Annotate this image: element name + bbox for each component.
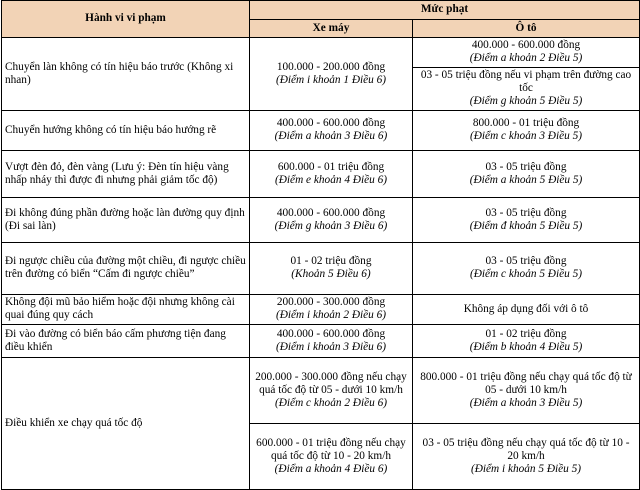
motorbike-fine-cell (250, 424, 413, 490)
car-header: Ô tô (413, 20, 640, 38)
fine-amount: 01 - 02 triệu đồng (485, 327, 567, 340)
table-row (2, 198, 640, 243)
legal-reference: (Điểm i khoản 2 Điều 6) (275, 309, 387, 321)
fine-amount: 400.000 - 600.000 đồng (471, 39, 581, 51)
motorbike-fine-cell (250, 38, 413, 111)
legal-reference: (Điểm e khoản 4 Điều 6) (275, 173, 387, 186)
legal-reference: (Điểm c khoản 5 Điều 5) (470, 268, 582, 280)
fine-amount: 03 - 05 triệu đồng nếu chạy quá tốc độ từ 10 - 20 km/h (422, 436, 630, 462)
violation-cell: Điều khiển xe chạy quá tốc độ (2, 358, 250, 490)
fine-amount: 800.000 - 01 triệu đồng nếu chạy quá tốc độ từ 05 - dưới 10 km/h (420, 370, 632, 396)
violation-cell: Đi ngược chiều của đường một chiều, đi ngược chiều trên đường có biển “Cấm đi ngược chiều” (2, 243, 250, 295)
table-row (2, 358, 640, 424)
motorbike-fine-cell (250, 111, 413, 151)
car-fine-cell (413, 325, 640, 358)
violation-cell: Đi không đúng phần đường hoặc làn đường quy định (Đi sai làn) (2, 198, 250, 243)
legal-reference: (Điểm đ khoản 5 Điều 5) (469, 219, 583, 232)
car-fine-cell (413, 198, 640, 243)
fine-amount: 03 - 05 triệu đồng (485, 255, 567, 267)
car-fine-cell (413, 295, 640, 325)
fine-amount: 400.000 - 600.000 đồng (276, 206, 386, 219)
table-row (2, 243, 640, 295)
car-fine-cell (413, 358, 640, 424)
legal-reference: (Điểm g khoản 3 Điều 6) (274, 219, 388, 232)
fine-amount: 200.000 - 300.000 đồng (276, 296, 386, 308)
violation-header: Hành vi vi phạm (2, 1, 250, 38)
car-fine-cell (413, 38, 640, 68)
fine-amount: 800.000 - 01 triệu đồng (472, 117, 580, 129)
legal-reference: (Điểm a khoản 4 Điều 6) (274, 462, 388, 475)
car-fine-cell (413, 151, 640, 198)
fine-amount: 600.000 - 01 triệu đồng (277, 160, 385, 173)
violation-cell: Chuyển làn không có tín hiệu báo trước (Không xi nhan) (2, 38, 250, 111)
legal-reference: (Điểm i khoản 3 Điều 6) (275, 340, 387, 353)
legal-reference: (Điểm i khoản 5 Điều 5) (470, 462, 582, 475)
car-fine-cell (413, 68, 640, 111)
legal-reference: (Điểm c khoản 2 Điều 6) (275, 396, 387, 409)
legal-reference: (Điểm a khoản 5 Điều 5) (469, 173, 583, 186)
legal-reference: (Điểm b khoản 4 Điều 5) (469, 340, 583, 353)
fine-amount: Không áp dụng đối với ô tô (463, 302, 589, 315)
fine-amount: 100.000 - 200.000 đồng (276, 60, 386, 73)
table-row (2, 325, 640, 358)
car-fine-cell (413, 111, 640, 151)
legal-reference: (Điểm a khoản 3 Điều 6) (274, 130, 388, 142)
fine-amount: 400.000 - 600.000 đồng (276, 117, 386, 129)
motorbike-fine-cell (250, 198, 413, 243)
motorbike-fine-cell (250, 243, 413, 295)
fine-amount: 600.000 - 01 triệu đồng nếu chạy quá tốc độ từ 10 - 20 km/h (256, 436, 406, 462)
table-row (2, 38, 640, 68)
fines-table (1, 0, 640, 490)
table-row (2, 295, 640, 325)
violation-cell: Không đội mũ bảo hiểm hoặc đội nhưng không cài quai đúng quy cách (2, 295, 250, 325)
legal-reference: (Điểm i khoản 1 Điều 6) (275, 73, 387, 86)
violation-cell: Đi vào đường có biển báo cấm phương tiện đang điều khiển (2, 325, 250, 358)
motorbike-fine-cell (250, 151, 413, 198)
legal-reference: (Điểm c khoản 3 Điều 5) (470, 130, 582, 142)
fine-amount: 400.000 - 600.000 đồng (276, 327, 386, 340)
fine-amount: 03 - 05 triệu đồng (485, 206, 567, 219)
table-row (2, 151, 640, 198)
motorbike-fine-cell (250, 325, 413, 358)
legal-reference: (Điểm a khoản 2 Điều 5) (469, 52, 583, 64)
fine-amount: 01 - 02 triệu đồng (290, 255, 372, 267)
fine-amount: 03 - 05 triệu đồng nếu vi phạm trên đường cao tốc (420, 69, 632, 94)
violation-cell: Vượt đèn đỏ, đèn vàng (Lưu ý: Đèn tín hiệu vàng nhấp nháy thì được đi nhưng phải giảm tốc độ) (2, 151, 250, 198)
table-row (2, 111, 640, 151)
header-row (2, 1, 640, 20)
fine-amount: 03 - 05 triệu đồng (485, 160, 567, 173)
motorbike-fine-cell (250, 295, 413, 325)
legal-reference: (Khoản 5 Điều 6) (291, 268, 371, 280)
motorbike-fine-cell (250, 358, 413, 424)
penalty-header: Mức phạt (250, 1, 640, 20)
car-fine-cell (413, 243, 640, 295)
fine-amount: 200.000 - 300.000 đồng nếu chạy quá tốc độ từ 05 - dưới 10 km/h (255, 370, 407, 396)
car-fine-cell (413, 424, 640, 490)
motorbike-header: Xe máy (250, 20, 413, 38)
violation-cell: Chuyển hướng không có tín hiệu báo hướng rẽ (2, 111, 250, 151)
legal-reference: (Điểm g khoản 5 Điều 5) (469, 95, 583, 107)
legal-reference: (Điểm a khoản 3 Điều 5) (469, 396, 583, 409)
